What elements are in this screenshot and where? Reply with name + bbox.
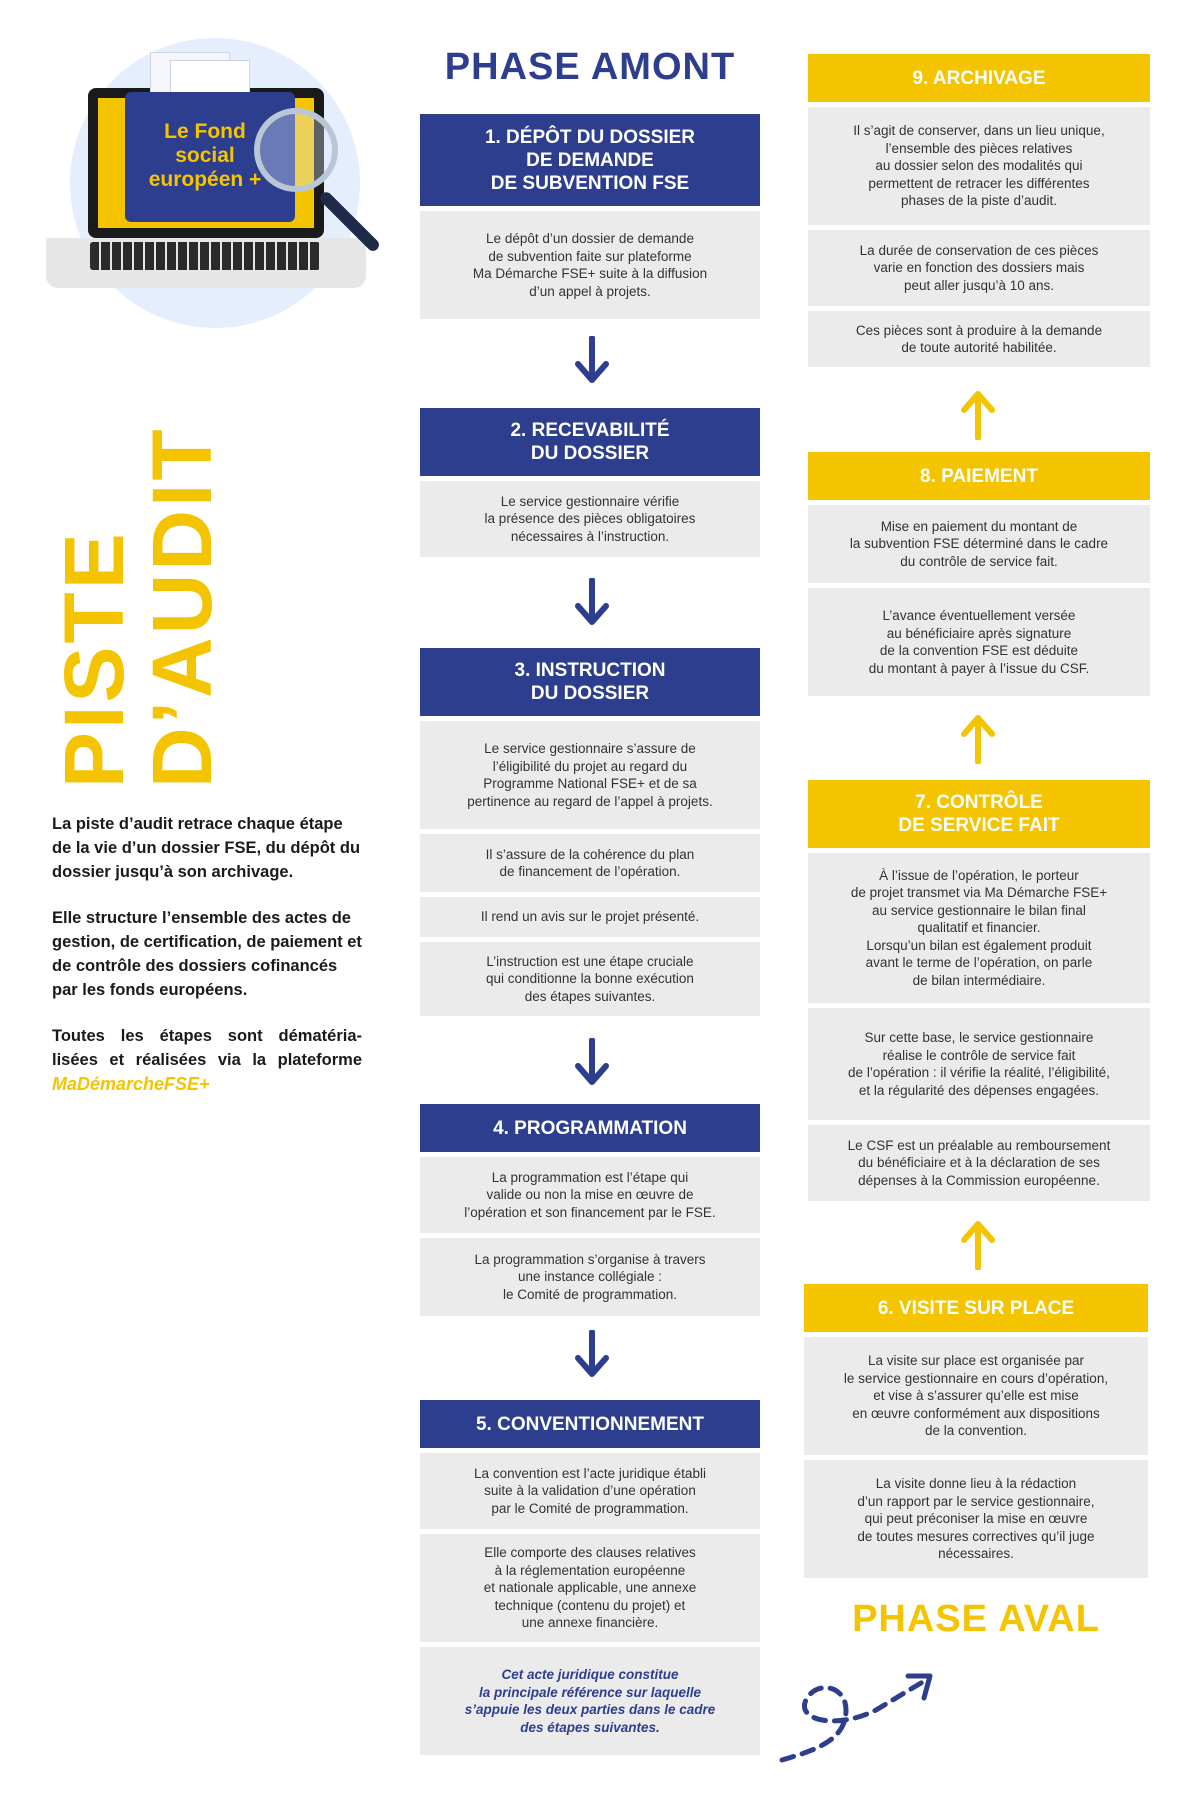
step-5-title: 5. CONVENTIONNEMENT [420, 1400, 760, 1448]
logo-line-2: social [175, 144, 235, 167]
step-4-title: 4. PROGRAMMATION [420, 1104, 760, 1152]
step-3-box-2: Il s’assure de la cohérence du plan de financement de l’opération. [420, 834, 760, 892]
arrow-down-icon [572, 578, 612, 630]
step-2-title: 2. RECEVABILITÉ DU DOSSIER [420, 408, 760, 476]
logo-line-1: Le Fond [164, 120, 246, 143]
magnifier-icon [254, 108, 338, 192]
platform-name: MaDémarcheFSE+ [52, 1074, 210, 1094]
page-title [47, 338, 230, 788]
keyboard-icon [90, 242, 320, 270]
phase-amont-heading: PHASE AMONT [444, 46, 736, 88]
step-8-title: 8. PAIEMENT [808, 452, 1150, 500]
arrow-up-icon [958, 388, 998, 440]
step-7-box-2: Sur cette base, le service gestionnaire réalise le contrôle de service fait de l’opération : il vérifie la réalité, l’éligibilité, et la régularité des dépenses engagées. [808, 1008, 1150, 1120]
step-1-title: 1. DÉPÔT DU DOSSIER DE DEMANDE DE SUBVENTION FSE [420, 114, 760, 206]
step-8-box-1: Mise en paiement du montant de la subvention FSE déterminé dans le cadre du contrôle de service fait. [808, 505, 1150, 583]
step-3-box-1: Le service gestionnaire s’assure de l’éligibilité du projet au regard du Programme National FSE+ et de sa pertinence au regard de l’appel à projets. [420, 721, 760, 829]
arrow-up-icon [958, 1218, 998, 1270]
step-7-box-3: Le CSF est un préalable au remboursement du bénéficiaire et à la déclaration de ses dépenses à la Commission européenne. [808, 1125, 1150, 1201]
step-3-box-3: Il rend un avis sur le projet présenté. [420, 897, 760, 937]
step-3-box-4: L’instruction est une étape cruciale qui conditionne la bonne exécution des étapes suivantes. [420, 942, 760, 1016]
step-3-title: 3. INSTRUCTION DU DOSSIER [420, 648, 760, 716]
page-title-line-1: PISTE [47, 530, 141, 788]
step-6-box-1: La visite sur place est organisée par le service gestionnaire en cours d’opération, et vise à s’assurer qu’elle est mise en œuvre conformément aux dispositions de la convention. [804, 1337, 1148, 1455]
step-7-title: 7. CONTRÔLE DE SERVICE FAIT [808, 780, 1150, 848]
step-5-box-2: Elle comporte des clauses relatives à la réglementation européenne et nationale applicable, une annexe technique (contenu du projet) et une annexe financière. [420, 1534, 760, 1642]
step-9-box-1: Il s’agit de conserver, dans un lieu unique, l’ensemble des pièces relatives au dossier selon des modalités qui permettent de retracer les différentes phases de la piste d’audit. [808, 107, 1150, 225]
step-8-box-2: L’avance éventuellement versée au bénéficiaire après signature de la convention FSE est déduite du montant à payer à l’issue du CSF. [808, 588, 1150, 696]
dashed-loop-arrow-icon [776, 1660, 946, 1770]
step-4-box-2: La programmation s’organise à travers une instance collégiale : le Comité de programmation. [420, 1238, 760, 1316]
intro-paragraph-2: Elle structure l’ensemble des actes de gestion, de certification, de paiement et de contrôle des dossiers cofinancés par les fonds européens. [52, 909, 362, 999]
arrow-up-icon [958, 712, 998, 764]
step-1-box-1: Le dépôt d’un dossier de demande de subvention faite sur plateforme Ma Démarche FSE+ suite à la diffusion d’un appel à projets. [420, 211, 760, 319]
step-2-box-1: Le service gestionnaire vérifie la présence des pièces obligatoires nécessaires à l’instruction. [420, 481, 760, 557]
phase-aval-heading: PHASE AVAL [852, 1598, 1100, 1640]
arrow-down-icon [572, 1038, 612, 1090]
step-9-title: 9. ARCHIVAGE [808, 54, 1150, 102]
step-5-box-1: La convention est l’acte juridique établi suite à la validation d’une opération par le Comité de programmation. [420, 1453, 760, 1529]
step-6-box-2: La visite donne lieu à la rédaction d’un rapport par le service gestionnaire, qui peut préconiser la mise en œuvre de toutes mesures correctives qu’il juge nécessaires. [804, 1460, 1148, 1578]
page-title-line-2: D’AUDIT [135, 426, 229, 788]
step-7-box-1: À l’issue de l’opération, le porteur de projet transmet via Ma Démarche FSE+ au service gestionnaire le bilan final qualitatif et financier. Lorsqu’un bilan est également produit avant le terme de l’opération, on parle de bilan intermédiaire. [808, 853, 1150, 1003]
step-5-box-3: Cet acte juridique constitue la principale référence sur laquelle s’appuie les deux parties dans le cadre des étapes suivantes. [420, 1647, 760, 1755]
step-9-box-3: Ces pièces sont à produire à la demande de toute autorité habilitée. [808, 311, 1150, 367]
intro-paragraph-1: La piste d’audit retrace chaque étape de la vie d’un dossier FSE, du dépôt du dossier jusqu’à son archivage. [52, 815, 361, 881]
arrow-down-icon [572, 336, 612, 388]
step-4-box-1: La programmation est l’étape qui valide ou non la mise en œuvre de l’opération et son financement par le FSE. [420, 1157, 760, 1233]
arrow-down-icon [572, 1330, 612, 1382]
step-9-box-2: La durée de conservation de ces pièces varie en fonction des dossiers mais peut aller jusqu’à 10 ans. [808, 230, 1150, 306]
intro-paragraph-3 [52, 1024, 362, 1097]
intro-paragraph-3-text: Toutes les étapes sont dématéria-lisées et réalisées via la plateforme [52, 1027, 362, 1069]
step-6-title: 6. VISITE SUR PLACE [804, 1284, 1148, 1332]
logo-line-3: européen + [148, 168, 262, 191]
